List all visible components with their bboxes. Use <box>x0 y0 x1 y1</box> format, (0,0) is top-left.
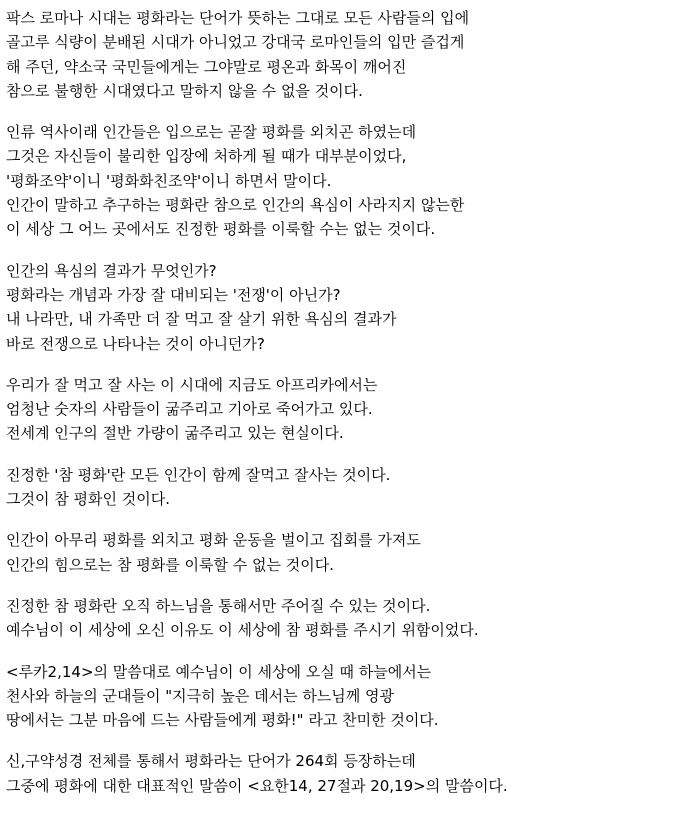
text-line: 인간이 아무리 평화를 외치고 평화 운동을 벌이고 집회를 가져도 <box>6 531 421 550</box>
text-line: 우리가 잘 먹고 잘 사는 이 시대에 지금도 아프리카에서는 <box>6 375 378 394</box>
text-line: 신,구약성경 전체를 통해서 평화라는 단어가 264회 등장하는데 <box>6 752 416 771</box>
document-body <box>6 6 671 815</box>
text-line: 내 나라만, 내 가족만 더 잘 먹고 잘 살기 위한 욕심의 결과가 <box>6 310 397 329</box>
text-line: 해 주던, 약소국 국민들에게는 그야말로 평온과 화목이 깨어진 <box>6 57 407 76</box>
text-line: 엄청난 숫자의 사람들이 굶주리고 기아로 죽어가고 있다. <box>6 400 373 419</box>
text-line: 전세계 인구의 절반 가량이 굶주리고 있는 현실이다. <box>6 424 344 443</box>
text-line: 이 세상 그 어느 곳에서도 진정한 평화를 이룩할 수는 없는 것이다. <box>6 220 436 239</box>
paragraph <box>6 749 671 798</box>
text-line: 진정한 '참 평화'란 모든 인간이 함께 잘먹고 잘사는 것이다. <box>6 465 391 484</box>
text-line: 인간이 말하고 추구하는 평화란 참으로 인간의 욕심이 사라지지 않는한 <box>6 196 465 215</box>
text-line: 그중에 평화에 대한 대표적인 말씀이 <요한14, 27절과 20,19>의 말씀이다. <box>6 776 508 795</box>
text-line: 그것이 참 평화인 것이다. <box>6 490 170 509</box>
text-line: 땅에서는 그분 마음에 드는 사람들에게 평화!" 라고 찬미한 것이다. <box>6 711 439 730</box>
text-line: 참으로 불행한 시대였다고 말하지 않을 수 없을 것이다. <box>6 81 363 100</box>
text-line: 천사와 하늘의 군대들이 "지극히 높은 데서는 하느님께 영광 <box>6 686 395 705</box>
paragraph <box>6 528 671 577</box>
paragraph <box>6 660 671 733</box>
text-line: '평화조약'이니 '평화화친조약'이니 하면서 말이다. <box>6 171 332 190</box>
text-line: 바로 전쟁으로 나타나는 것이 아니던가? <box>6 334 265 353</box>
text-line: 팍스 로마나 시대는 평화라는 단어가 뜻하는 그대로 모든 사람들의 입에 <box>6 9 470 27</box>
paragraph <box>6 594 671 643</box>
text-line: 그것은 자신들이 불리한 입장에 처하게 될 때가 대부분이었다, <box>6 147 407 166</box>
text-line: 인류 역사이래 인간들은 입으로는 곧잘 평화를 외치곤 하였는데 <box>6 123 417 142</box>
text-line: 인간의 힘으로는 참 평화를 이룩할 수 없는 것이다. <box>6 555 334 574</box>
text-line: 평화라는 개념과 가장 잘 대비되는 '전쟁'이 아닌가? <box>6 285 341 304</box>
paragraph <box>6 373 671 446</box>
text-line: 예수님이 이 세상에 오신 이유도 이 세상에 참 평화를 주시기 위함이었다. <box>6 621 479 640</box>
text-line: 인간의 욕심의 결과가 무엇인가? <box>6 261 217 280</box>
paragraph <box>6 120 671 241</box>
text-line: 진정한 참 평화란 오직 하느님을 통해서만 주어질 수 있는 것이다. <box>6 596 431 615</box>
paragraph <box>6 463 671 512</box>
paragraph <box>6 259 671 356</box>
text-line: <루카2,14>의 말씀대로 예수님이 이 세상에 오실 때 하늘에서는 <box>6 662 432 681</box>
text-line: 골고루 식량이 분배된 시대가 아니었고 강대국 로마인들의 입만 즐겁게 <box>6 33 465 52</box>
paragraph <box>6 6 671 103</box>
